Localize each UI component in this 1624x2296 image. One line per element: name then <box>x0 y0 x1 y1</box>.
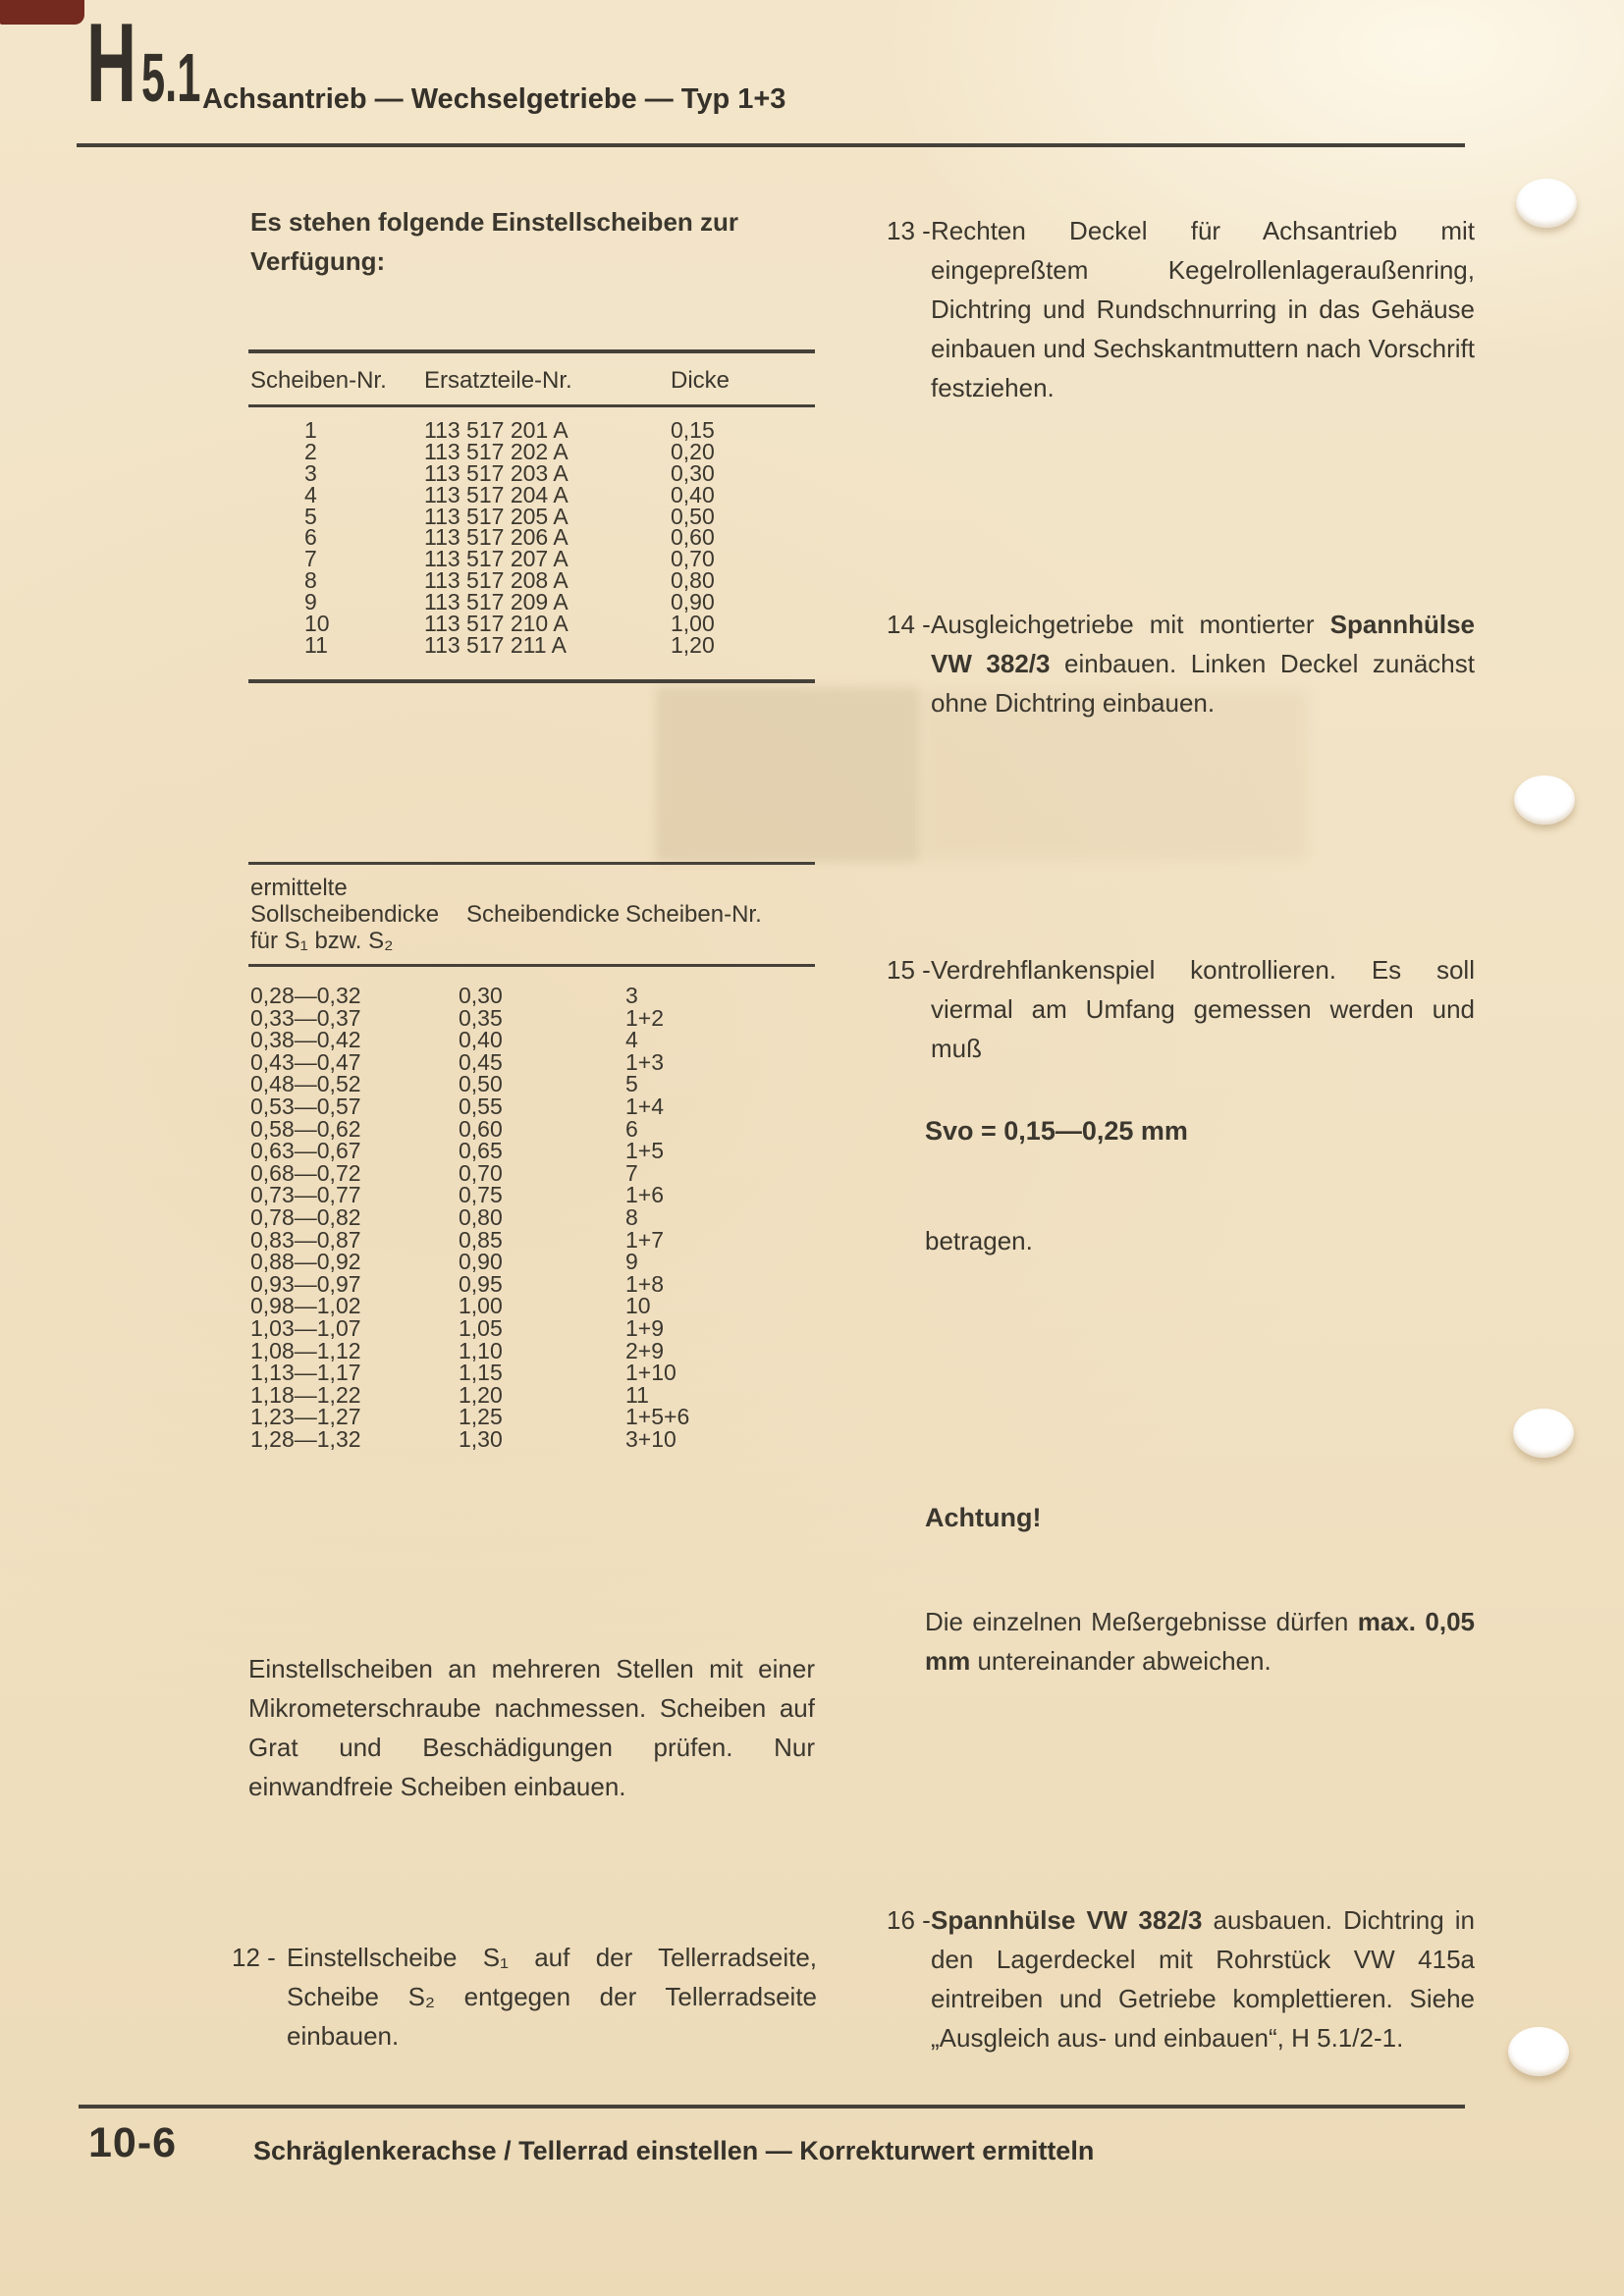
punch-hole <box>1513 1409 1574 1458</box>
table-row <box>248 1337 815 1363</box>
attention-heading: Achtung! <box>925 1503 1042 1532</box>
table-cell: 3+10 <box>625 1425 677 1452</box>
footer-rule <box>79 2105 1465 2109</box>
table-cell: 1,20 <box>459 1381 503 1408</box>
shim-table-header <box>248 353 815 407</box>
step-text-part: einbauen. Linken Deckel zunächst ohne Dichtring einbauen. <box>931 649 1475 718</box>
table-cell: 1,00 <box>459 1293 503 1319</box>
punch-hole <box>1508 2027 1569 2076</box>
table-row <box>248 567 815 594</box>
table-cell: 1+5 <box>625 1138 665 1164</box>
table-cell: 4 <box>304 481 317 507</box>
table-cell: 0,35 <box>459 1004 503 1031</box>
tolerance-value: max. 0,05 mm <box>925 1607 1475 1676</box>
step-15 <box>887 950 1475 1068</box>
table-row <box>248 1029 815 1051</box>
table-cell: 113 517 211 A <box>424 631 567 658</box>
table-row <box>248 1314 815 1341</box>
table-cell: 1,23—1,27 <box>250 1404 361 1430</box>
table-cell: 0,58—0,62 <box>250 1115 361 1142</box>
table-cell: 113 517 209 A <box>424 589 568 615</box>
table-cell: 0,33—0,37 <box>250 1004 361 1031</box>
table-cell: 1+10 <box>625 1360 677 1386</box>
table-cell: 1,10 <box>459 1337 503 1363</box>
table-cell: 1,13—1,17 <box>250 1360 361 1386</box>
footer-title: Schräglenkerachse / Tellerrad einstellen — Korrekturwert ermitteln <box>253 2136 1095 2165</box>
table-cell: 8 <box>625 1203 638 1230</box>
shim-table-rows <box>248 407 815 683</box>
table-cell: 5 <box>625 1071 638 1097</box>
step-number: 16 - <box>887 1905 931 1935</box>
table-cell: 10 <box>625 1293 651 1319</box>
table-row <box>248 1406 815 1428</box>
step-number: 12 - <box>232 1943 276 1972</box>
table-cell: 1+2 <box>625 1004 665 1031</box>
table-cell: 0,78—0,82 <box>250 1203 361 1230</box>
table-cell: 0,80 <box>459 1203 503 1230</box>
step-13 <box>887 211 1475 407</box>
page-number: 10-6 <box>88 2119 178 2166</box>
table-row <box>248 1203 815 1230</box>
tool-reference: Spannhülse VW 382/3 <box>931 610 1475 678</box>
table-cell: 0,63—0,67 <box>250 1138 361 1164</box>
table-cell: 0,95 <box>459 1270 503 1297</box>
table-row <box>248 1140 815 1162</box>
table-row <box>248 459 815 486</box>
step-text <box>931 605 1475 722</box>
table-row <box>248 1226 815 1253</box>
table-cell: 1,28—1,32 <box>250 1425 361 1452</box>
table-cell: 7 <box>304 546 317 572</box>
step-text: Rechten Deckel für Achsantrieb mit eingepreßtem Kegelrollenlageraußenring, Dichtring und Rundschnurring in das Gehäuse einbauen und Sechskantmuttern nach Vorschrift festziehen. <box>931 216 1475 402</box>
table-cell: 9 <box>625 1249 638 1275</box>
table-cell: 0,15 <box>671 417 715 443</box>
table-cell: 113 517 204 A <box>424 481 568 507</box>
step-number: 15 - <box>887 955 931 985</box>
attention-text-part: untereinander abweichen. <box>970 1646 1272 1676</box>
bleed-through-stain <box>656 687 919 862</box>
table-cell: 7 <box>625 1159 638 1186</box>
table-row <box>248 985 815 1007</box>
table-cell: 0,73—0,77 <box>250 1182 361 1208</box>
table-cell: 1+7 <box>625 1226 665 1253</box>
table-cell: 3 <box>304 459 317 486</box>
table-cell: 1+4 <box>625 1093 665 1119</box>
table-row <box>248 1115 815 1142</box>
table-cell: 0,55 <box>459 1093 503 1119</box>
table-row <box>248 503 815 529</box>
table-cell: 1,08—1,12 <box>250 1337 361 1363</box>
column-header <box>248 875 459 954</box>
table-cell: 1,03—1,07 <box>250 1314 361 1341</box>
table-cell: 4 <box>625 1027 638 1053</box>
table-cell: 1,00 <box>671 611 715 637</box>
table-row <box>248 1270 815 1297</box>
table-cell: 113 517 205 A <box>424 503 568 529</box>
table-cell: 1+6 <box>625 1182 665 1208</box>
step-16 <box>887 1900 1475 2057</box>
column-header-line: für S₁ bzw. S₂ <box>250 928 394 954</box>
table-cell: 0,60 <box>459 1115 503 1142</box>
table-cell: 0,80 <box>671 567 715 594</box>
table-cell: 0,68—0,72 <box>250 1159 361 1186</box>
table-cell: 0,40 <box>671 481 715 507</box>
table-cell: 0,70 <box>671 546 715 572</box>
table-cell: 0,20 <box>671 438 715 464</box>
table-cell: 113 517 210 A <box>424 611 568 637</box>
table-cell: 1,18—1,22 <box>250 1381 361 1408</box>
column-header: Scheiben-Nr. <box>250 367 387 394</box>
column-header-line: ermittelte <box>250 875 348 901</box>
table-cell: 0,53—0,57 <box>250 1093 361 1119</box>
table-cell: 0,50 <box>459 1071 503 1097</box>
table-row <box>248 481 815 507</box>
table-cell: 3 <box>625 983 638 1008</box>
table-row <box>248 1295 815 1317</box>
table-cell: 6 <box>625 1115 638 1142</box>
table-cell: 0,75 <box>459 1182 503 1208</box>
table-cell: 0,65 <box>459 1138 503 1164</box>
table-cell: 0,83—0,87 <box>250 1226 361 1253</box>
table-row <box>248 419 815 441</box>
table-cell: 1+3 <box>625 1048 665 1075</box>
scan-corner-mark <box>0 0 84 25</box>
table-row <box>248 631 815 658</box>
spec-continuation: betragen. <box>925 1226 1033 1255</box>
table-row <box>248 591 815 613</box>
section-code <box>86 1 201 126</box>
table-cell: 113 517 208 A <box>424 567 568 594</box>
table-row <box>248 438 815 464</box>
table-cell: 0,88—0,92 <box>250 1249 361 1275</box>
table-cell: 113 517 206 A <box>424 524 568 551</box>
tool-reference: Spannhülse VW 382/3 <box>931 1905 1203 1935</box>
table-row <box>248 1159 815 1186</box>
table-row <box>248 611 815 637</box>
table-cell: 0,90 <box>671 589 715 615</box>
table-cell: 2 <box>304 438 317 464</box>
table-cell: 0,85 <box>459 1226 503 1253</box>
table-cell: 0,70 <box>459 1159 503 1186</box>
table-row <box>248 1425 815 1452</box>
step-text-part: Ausgleichgetriebe mit montierter <box>931 610 1330 639</box>
table-cell: 0,30 <box>459 983 503 1008</box>
table-row <box>248 1184 815 1206</box>
thickness-table-rows <box>248 967 815 1450</box>
column-header: Scheiben-Nr. <box>625 901 762 928</box>
punch-hole <box>1516 179 1577 228</box>
table-row <box>248 1381 815 1408</box>
column-header: Scheibendicke <box>466 901 621 928</box>
table-cell: 1 <box>304 417 317 443</box>
table-cell: 9 <box>304 589 317 615</box>
table-row <box>248 524 815 551</box>
step-text-part: ausbauen. Dichtring in den Lagerdeckel mit Rohrstück VW 415a eintreiben und Getriebe komplettieren. Siehe „Ausgleich aus- und einbauen“, H 5.1/2-1. <box>931 1905 1475 2053</box>
measure-note: Einstellscheiben an mehreren Stellen mit einer Mikrometerschraube nachmessen. Scheiben auf Grat und Beschädigungen prüfen. Nur einwandfreie Scheiben einbauen. <box>248 1654 815 1801</box>
table-cell: 0,90 <box>459 1249 503 1275</box>
table-cell: 1,05 <box>459 1314 503 1341</box>
table-cell: 1,25 <box>459 1404 503 1430</box>
table-cell: 1+5+6 <box>625 1404 690 1430</box>
table-row <box>248 1073 815 1095</box>
table-cell: 8 <box>304 567 317 594</box>
table-cell: 0,93—0,97 <box>250 1270 361 1297</box>
step-12 <box>232 1938 817 2056</box>
table-cell: 11 <box>625 1381 649 1408</box>
table-cell: 0,48—0,52 <box>250 1071 361 1097</box>
table-cell: 0,60 <box>671 524 715 551</box>
table-cell: 11 <box>304 631 328 658</box>
table-cell: 0,45 <box>459 1048 503 1075</box>
table-cell: 0,30 <box>671 459 715 486</box>
step-text <box>931 1900 1475 2057</box>
table-row <box>248 546 815 572</box>
header-rule <box>77 143 1465 147</box>
table-cell: 5 <box>304 503 317 529</box>
punch-hole <box>1514 775 1575 825</box>
table-cell: 113 517 201 A <box>424 417 568 443</box>
table-cell: 10 <box>304 611 330 637</box>
column-header-line: Sollscheibendicke <box>250 901 440 928</box>
table-cell: 1,15 <box>459 1360 503 1386</box>
table-row <box>248 1362 815 1384</box>
table-row <box>248 1048 815 1075</box>
table-cell: 2+9 <box>625 1337 665 1363</box>
table-cell: 0,50 <box>671 503 715 529</box>
step-text: Verdrehflankenspiel kontrollieren. Es soll viermal am Umfang gemessen werden und muß <box>931 955 1475 1063</box>
table-cell: 1,20 <box>671 631 715 658</box>
table-row <box>248 1095 815 1118</box>
attention-text-part: Die einzelnen Meßergebnisse dürfen <box>925 1607 1358 1636</box>
table-cell: 0,28—0,32 <box>250 983 361 1008</box>
table-cell: 1,30 <box>459 1425 503 1452</box>
table-cell: 0,38—0,42 <box>250 1027 361 1053</box>
table-cell: 0,40 <box>459 1027 503 1053</box>
thickness-table-header <box>248 865 815 967</box>
step-text: Einstellscheibe S₁ auf der Tellerradseite, Scheibe S₂ entgegen der Tellerradseite einbauen. <box>287 1943 817 2051</box>
column-header: Dicke <box>671 367 731 394</box>
table-cell: 1+9 <box>625 1314 665 1341</box>
step-number: 13 - <box>887 216 931 245</box>
step-14 <box>887 605 1475 722</box>
table-row <box>248 1251 815 1273</box>
step-number: 14 - <box>887 610 931 639</box>
page-title: Achsantrieb — Wechselgetriebe — Typ 1+3 <box>202 83 786 115</box>
intro-heading: Es stehen folgende Einstellscheiben zur Verfügung: <box>250 207 739 276</box>
shim-table <box>248 349 815 683</box>
column-header: Ersatzteile-Nr. <box>424 367 572 394</box>
backlash-spec: Svo = 0,15—0,25 mm <box>925 1116 1188 1146</box>
table-cell: 6 <box>304 524 317 551</box>
section-code-letter: H <box>86 1 137 126</box>
table-cell: 1+8 <box>625 1270 665 1297</box>
table-cell: 113 517 207 A <box>424 546 568 572</box>
thickness-table <box>248 862 815 1450</box>
table-cell: 0,98—1,02 <box>250 1293 361 1319</box>
table-cell: 0,43—0,47 <box>250 1048 361 1075</box>
section-code-number: 5.1 <box>141 39 201 116</box>
table-row <box>248 1004 815 1031</box>
table-cell: 113 517 202 A <box>424 438 568 464</box>
attention-note <box>925 1602 1475 1681</box>
table-cell: 113 517 203 A <box>424 459 568 486</box>
